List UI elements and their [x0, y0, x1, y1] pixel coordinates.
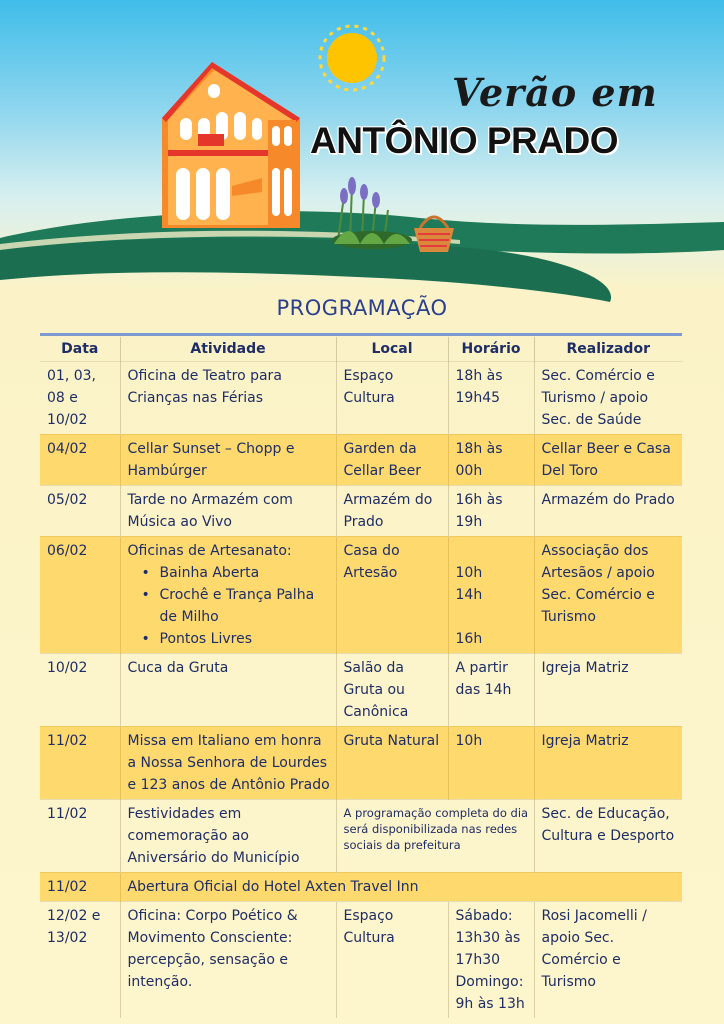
cell-organizer: Igreja Matriz — [534, 726, 682, 799]
time-slot: 16h — [455, 630, 483, 647]
cell-date: 10/02 — [40, 653, 120, 726]
table-row — [40, 799, 682, 872]
cell-activity: Tarde no Armazém com Música ao Vivo — [120, 485, 336, 536]
cell-time: 18h às 19h45 — [448, 361, 534, 434]
building-illustration — [162, 62, 300, 228]
cell-time: Sábado: 13h30 às 17h30 Domingo: 9h às 13h — [448, 901, 534, 1018]
cell-local: Espaço Cultura — [336, 901, 448, 1018]
time-slot: 10h — [455, 564, 483, 581]
cell-local: Garden da Cellar Beer — [336, 434, 448, 485]
table-row — [40, 361, 682, 434]
table-row — [40, 485, 682, 536]
cell-activity — [120, 536, 336, 653]
column-header-organizer: Realizador — [534, 337, 682, 361]
cell-organizer: Rosi Jacomelli / apoio Sec. Comércio e Turismo — [534, 901, 682, 1018]
column-header-time: Horário — [448, 337, 534, 361]
cell-activity: Oficina de Teatro para Crianças nas Férias — [120, 361, 336, 434]
activity-title: Oficinas de Artesanato: — [127, 542, 292, 559]
cell-time: 10h — [448, 726, 534, 799]
cell-date: 11/02 — [40, 726, 120, 799]
table-header-row — [40, 337, 682, 361]
workshop-list — [128, 562, 332, 650]
table-row — [40, 872, 682, 901]
list-item: • Bainha Aberta — [142, 562, 332, 584]
cell-activity: Festividades em comemoração ao Aniversário do Município — [120, 799, 336, 872]
program-table — [40, 337, 682, 1018]
column-header-local: Local — [336, 337, 448, 361]
cell-date: 06/02 — [40, 536, 120, 653]
cell-activity: Cellar Sunset – Chopp e Hambúrger — [120, 434, 336, 485]
table-row — [40, 653, 682, 726]
section-title: PROGRAMAÇÃO — [276, 296, 448, 320]
title-rule — [40, 333, 682, 336]
cell-organizer: Sec. de Educação, Cultura e Desporto — [534, 799, 682, 872]
cell-local: Salão da Gruta ou Canônica — [336, 653, 448, 726]
cell-organizer: Sec. Comércio e Turismo / apoio Sec. de Saúde — [534, 361, 682, 434]
cell-local: Armazém do Prado — [336, 485, 448, 536]
cell-activity: Cuca da Gruta — [120, 653, 336, 726]
time-slot: 14h — [455, 586, 483, 603]
cell-date: 12/02 e 13/02 — [40, 901, 120, 1018]
title-main: ANTÔNIO PRADO — [310, 120, 618, 161]
cell-date: 11/02 — [40, 799, 120, 872]
cell-time: A partir das 14h — [448, 653, 534, 726]
cell-activity: Oficina: Corpo Poético & Movimento Consciente: percepção, sensação e intenção. — [120, 901, 336, 1018]
cell-time: 18h às 00h — [448, 434, 534, 485]
cell-date: 01, 03, 08 e 10/02 — [40, 361, 120, 434]
table-row — [40, 434, 682, 485]
time-spacer — [456, 540, 530, 562]
table-row — [40, 536, 682, 653]
cell-local: Espaço Cultura — [336, 361, 448, 434]
cell-activity: Missa em Italiano em honra a Nossa Senhora de Lourdes e 123 anos de Antônio Prado — [120, 726, 336, 799]
cell-organizer: Cellar Beer e Casa Del Toro — [534, 434, 682, 485]
table-row — [40, 901, 682, 1018]
cell-activity-full: Abertura Oficial do Hotel Axten Travel Inn — [120, 872, 682, 901]
title-script: Verão em — [452, 70, 658, 115]
column-header-date: Data — [61, 340, 99, 357]
cell-date: 11/02 — [40, 872, 120, 901]
table-row — [40, 726, 682, 799]
cell-time — [448, 536, 534, 653]
cell-local-time-note: A programação completa do dia será disponibilizada nas redes sociais da prefeitura — [336, 799, 534, 872]
cell-organizer: Igreja Matriz — [534, 653, 682, 726]
cell-local: Casa do Artesão — [336, 536, 448, 653]
cell-date: 04/02 — [40, 434, 120, 485]
cell-time: 16h às 19h — [448, 485, 534, 536]
time-spacer — [456, 606, 530, 628]
column-header-activity: Atividade — [120, 337, 336, 361]
list-item: • Crochê e Trança Palha de Milho — [142, 584, 332, 628]
cell-local: Gruta Natural — [336, 726, 448, 799]
cell-date: 05/02 — [40, 485, 120, 536]
list-item: • Pontos Livres — [142, 628, 332, 650]
cell-organizer: Armazém do Prado — [534, 485, 682, 536]
sun-icon — [320, 26, 384, 90]
cell-organizer: Associação dos Artesãos / apoio Sec. Comércio e Turismo — [534, 536, 682, 653]
